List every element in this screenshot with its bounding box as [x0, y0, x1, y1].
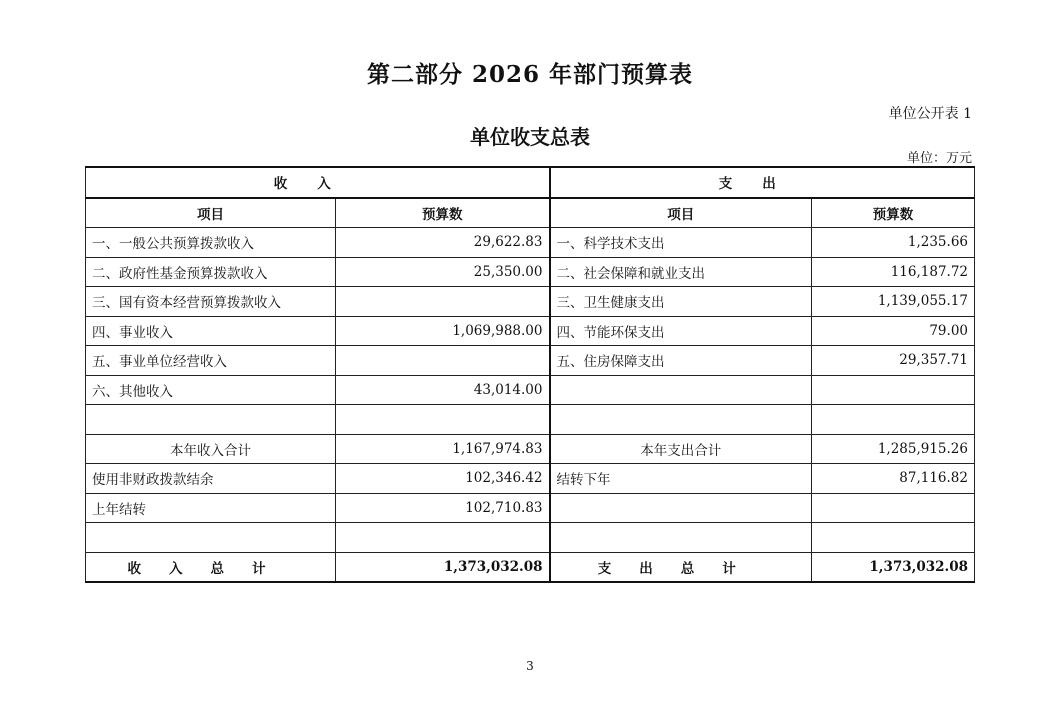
income-amount: 29,622.83	[336, 228, 550, 258]
income-amount: 1,069,988.00	[336, 316, 550, 346]
expense-item: 三、卫生健康支出	[550, 287, 812, 317]
expense-item: 二、社会保障和就业支出	[550, 257, 812, 287]
page-number: 3	[526, 659, 534, 673]
income-amount: 102,710.83	[336, 493, 550, 523]
expense-item-header: 项目	[550, 198, 812, 228]
income-total-amount: 1,373,032.08	[336, 552, 550, 582]
expense-subtotal-amount: 1,285,915.26	[812, 434, 975, 464]
expense-item	[550, 405, 812, 435]
table-row	[86, 523, 975, 553]
income-amount	[336, 346, 550, 376]
subtotal-row	[86, 434, 975, 464]
income-item: 一、一般公共预算拨款收入	[86, 228, 336, 258]
expense-amount	[812, 523, 975, 553]
expense-amount: 1,235.66	[812, 228, 975, 258]
expense-amount: 1,139,055.17	[812, 287, 975, 317]
table-row	[86, 287, 975, 317]
expense-amount: 116,187.72	[812, 257, 975, 287]
expense-amount: 87,116.82	[812, 464, 975, 494]
table-row	[86, 405, 975, 435]
income-amount: 102,346.42	[336, 464, 550, 494]
expense-item: 五、住房保障支出	[550, 346, 812, 376]
income-subtotal-amount: 1,167,974.83	[336, 434, 550, 464]
table-title: 单位收支总表	[470, 125, 590, 149]
income-amount: 43,014.00	[336, 375, 550, 405]
table-row	[86, 346, 975, 376]
table-row	[86, 257, 975, 287]
income-amount-header: 预算数	[336, 198, 550, 228]
income-item: 三、国有资本经营预算拨款收入	[86, 287, 336, 317]
section-header-row	[86, 167, 975, 198]
expense-item	[550, 493, 812, 523]
income-item: 四、事业收入	[86, 316, 336, 346]
income-subtotal-label: 本年收入合计	[86, 434, 336, 464]
income-item	[86, 405, 336, 435]
expense-total-amount: 1,373,032.08	[812, 552, 975, 582]
unit-label: 单位：万元	[906, 151, 972, 166]
income-item: 上年结转	[86, 493, 336, 523]
table-row	[86, 375, 975, 405]
expense-amount: 79.00	[812, 316, 975, 346]
expense-amount	[812, 493, 975, 523]
form-number: 单位公开表 1	[888, 106, 972, 122]
income-section-header: 收入	[86, 167, 550, 198]
table-row	[86, 228, 975, 258]
expense-item	[550, 375, 812, 405]
expense-subtotal-label: 本年支出合计	[550, 434, 812, 464]
expense-item	[550, 523, 812, 553]
expense-amount: 29,357.71	[812, 346, 975, 376]
grand-total-row	[86, 552, 975, 582]
budget-summary-table	[85, 166, 975, 583]
income-item: 六、其他收入	[86, 375, 336, 405]
income-amount	[336, 287, 550, 317]
column-header-row	[86, 198, 975, 228]
income-item	[86, 523, 336, 553]
expense-section-header: 支出	[550, 167, 975, 198]
income-total-label: 收入总计	[86, 552, 336, 582]
income-item: 使用非财政拨款结余	[86, 464, 336, 494]
expense-item: 一、科学技术支出	[550, 228, 812, 258]
income-amount	[336, 523, 550, 553]
income-item-header: 项目	[86, 198, 336, 228]
expense-amount-header: 预算数	[812, 198, 975, 228]
expense-total-label: 支出总计	[550, 552, 812, 582]
income-item: 五、事业单位经营收入	[86, 346, 336, 376]
page-title: 第二部分 2026 年部门预算表	[366, 61, 694, 88]
income-amount	[336, 405, 550, 435]
expense-amount	[812, 375, 975, 405]
expense-amount	[812, 405, 975, 435]
income-amount: 25,350.00	[336, 257, 550, 287]
table-row	[86, 493, 975, 523]
expense-item: 四、节能环保支出	[550, 316, 812, 346]
table-row	[86, 316, 975, 346]
expense-item: 结转下年	[550, 464, 812, 494]
table-row	[86, 464, 975, 494]
income-item: 二、政府性基金预算拨款收入	[86, 257, 336, 287]
